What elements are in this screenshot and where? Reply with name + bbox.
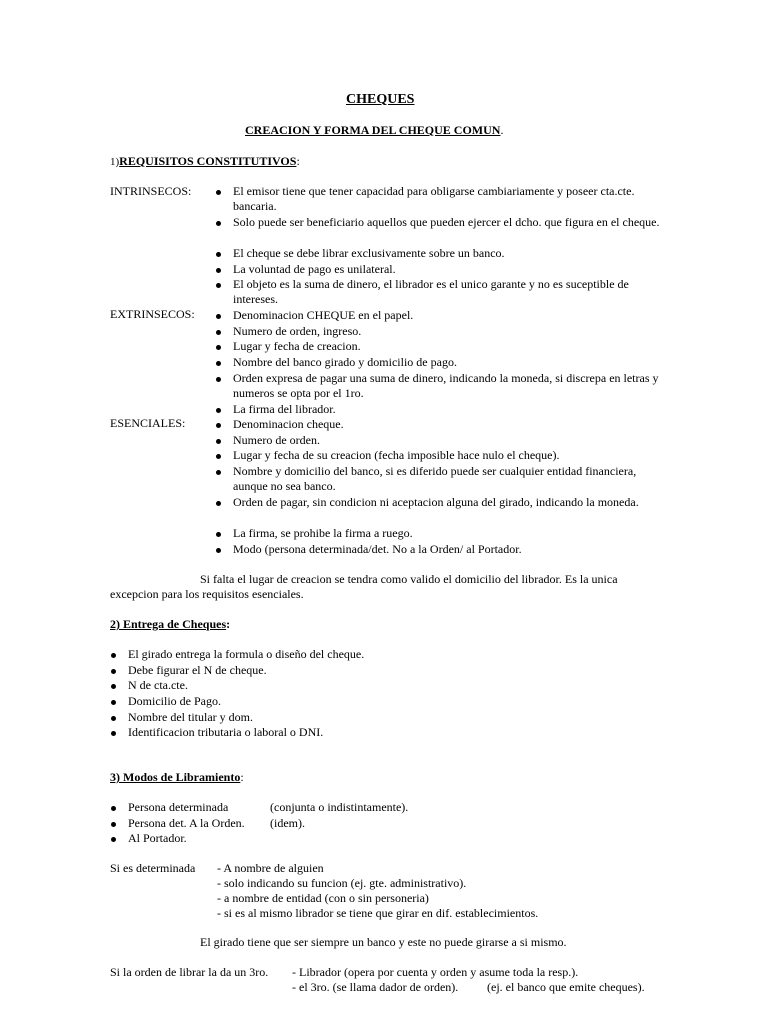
bullet-icon bbox=[216, 470, 221, 475]
list-item: La firma, se prohibe la firma a ruego. bbox=[233, 526, 413, 540]
bullet-icon bbox=[216, 252, 221, 257]
bullet-icon bbox=[216, 314, 221, 319]
determinada-line: - si es al mismo librador se tiene que girar en dif. establecimientos. bbox=[217, 906, 539, 920]
bullet-icon bbox=[216, 532, 221, 537]
orden-line2b: (ej. el banco que emite cheques). bbox=[487, 980, 645, 994]
bullet-icon bbox=[216, 377, 221, 382]
group-label-esenciales: ESENCIALES: bbox=[110, 416, 186, 430]
list-item-note: (conjunta o indistintamente). bbox=[270, 800, 409, 814]
section2-heading bbox=[110, 617, 230, 632]
subtitle-text: CREACION Y FORMA DEL CHEQUE COMUN bbox=[245, 123, 501, 137]
list-item: Nombre del banco girado y domicilio de pago. bbox=[233, 355, 457, 369]
document-title: CHEQUES bbox=[346, 92, 415, 107]
orden-label: Si la orden de librar la da un 3ro. bbox=[110, 965, 269, 979]
list-item: Denominacion cheque. bbox=[233, 417, 344, 431]
girado-note: El girado tiene que ser siempre un banco y este no puede girarse a si mismo. bbox=[200, 935, 567, 949]
list-item: Persona det. A la Orden. bbox=[128, 816, 245, 830]
bullet-icon bbox=[111, 700, 116, 705]
bullet-icon bbox=[216, 283, 221, 288]
list-item: Debe figurar el N de cheque. bbox=[128, 663, 267, 677]
bullet-icon bbox=[216, 454, 221, 459]
orden-line1: - Librador (opera por cuenta y orden y asume toda la resp.). bbox=[292, 965, 579, 979]
orden-line2a: - el 3ro. (se llama dador de orden). bbox=[292, 980, 459, 994]
section1-number: 1) bbox=[110, 156, 120, 168]
list-item: El girado entrega la formula o diseño del cheque. bbox=[128, 647, 365, 661]
list-item: Orden expresa de pagar una suma de dinero, indicando la moneda, si discrepa en letras y numeros se opta por el 1ro. bbox=[233, 371, 659, 400]
list-item: Modo (persona determinada/det. No a la Orden/ al Portador. bbox=[233, 542, 522, 556]
bullet-icon bbox=[216, 345, 221, 350]
bullet-icon bbox=[216, 408, 221, 413]
bullet-icon bbox=[216, 268, 221, 273]
determinada-line: - solo indicando su funcion (ej. gte. administrativo). bbox=[217, 876, 467, 890]
bullet-icon bbox=[111, 806, 116, 811]
determinada-line: - A nombre de alguien bbox=[217, 861, 324, 875]
section3-heading bbox=[110, 770, 244, 785]
list-item: Persona determinada bbox=[128, 800, 229, 814]
section3-heading-text: 3) Modos de Libramiento bbox=[110, 770, 241, 784]
list-item: N de cta.cte. bbox=[128, 678, 188, 692]
list-item: El emisor tiene que tener capacidad para obligarse cambiariamente y poseer cta.cte. bancaria. bbox=[233, 184, 635, 213]
determinada-label: Si es determinada bbox=[110, 861, 196, 875]
section1-heading-text: REQUISITOS CONSTITUTIVOS bbox=[119, 154, 297, 168]
list-item: Nombre del titular y dom. bbox=[128, 710, 253, 724]
group-label-extrinsecos: EXTRINSECOS: bbox=[110, 307, 195, 321]
subtitle-period: . bbox=[500, 123, 504, 137]
document-subtitle bbox=[245, 123, 503, 138]
section2-heading-text: 2) Entrega de Cheques bbox=[110, 617, 227, 631]
section1-heading bbox=[110, 154, 300, 170]
list-item: Solo puede ser beneficiario aquellos que pueden ejercer el dcho. que figura en el cheque. bbox=[233, 215, 660, 229]
list-item: El objeto es la suma de dinero, el librador es el unico garante y no es suceptible de intereses. bbox=[233, 277, 629, 306]
section2-colon: : bbox=[226, 617, 231, 631]
section1-colon: : bbox=[296, 154, 300, 168]
list-item: El cheque se debe librar exclusivamente sobre un banco. bbox=[233, 246, 505, 260]
bullet-icon bbox=[216, 439, 221, 444]
list-item: Denominacion CHEQUE en el papel. bbox=[233, 308, 414, 322]
bullet-icon bbox=[216, 221, 221, 226]
bullet-icon bbox=[111, 716, 116, 721]
list-item: Identificacion tributaria o laboral o DNI. bbox=[128, 725, 324, 739]
bullet-icon bbox=[216, 190, 221, 195]
bullet-icon bbox=[216, 361, 221, 366]
list-item: Numero de orden, ingreso. bbox=[233, 324, 362, 338]
list-item: Al Portador. bbox=[128, 831, 187, 845]
list-item: Orden de pagar, sin condicion ni aceptacion alguna del girado, indicando la moneda. bbox=[233, 495, 639, 509]
list-item: Domicilio de Pago. bbox=[128, 694, 221, 708]
list-item: La firma del librador. bbox=[233, 402, 336, 416]
section1-note-line1: Si falta el lugar de creacion se tendra como valido el domicilio del librador. Es la unica bbox=[200, 572, 618, 586]
section3-colon: : bbox=[240, 770, 244, 784]
bullet-icon bbox=[216, 501, 221, 506]
section1-note-line2: excepcion para los requisitos esenciales. bbox=[110, 587, 304, 601]
bullet-icon bbox=[111, 822, 116, 827]
determinada-line: - a nombre de entidad (con o sin personeria) bbox=[217, 891, 429, 905]
bullet-icon bbox=[111, 731, 116, 736]
bullet-icon bbox=[111, 684, 116, 689]
list-item: Numero de orden. bbox=[233, 433, 320, 447]
group-label-intrinsecos: INTRINSECOS: bbox=[110, 184, 192, 198]
bullet-icon bbox=[216, 423, 221, 428]
bullet-icon bbox=[111, 669, 116, 674]
list-item: Nombre y domicilio del banco, si es diferido puede ser cualquier entidad financiera, aunque no sea banco. bbox=[233, 464, 637, 493]
bullet-icon bbox=[111, 837, 116, 842]
bullet-icon bbox=[111, 653, 116, 658]
bullet-icon bbox=[216, 330, 221, 335]
list-item: La voluntad de pago es unilateral. bbox=[233, 262, 396, 276]
list-item: Lugar y fecha de su creacion (fecha imposible hace nulo el cheque). bbox=[233, 448, 560, 462]
list-item-note: (idem). bbox=[270, 816, 305, 830]
list-item: Lugar y fecha de creacion. bbox=[233, 339, 361, 353]
bullet-icon bbox=[216, 548, 221, 553]
